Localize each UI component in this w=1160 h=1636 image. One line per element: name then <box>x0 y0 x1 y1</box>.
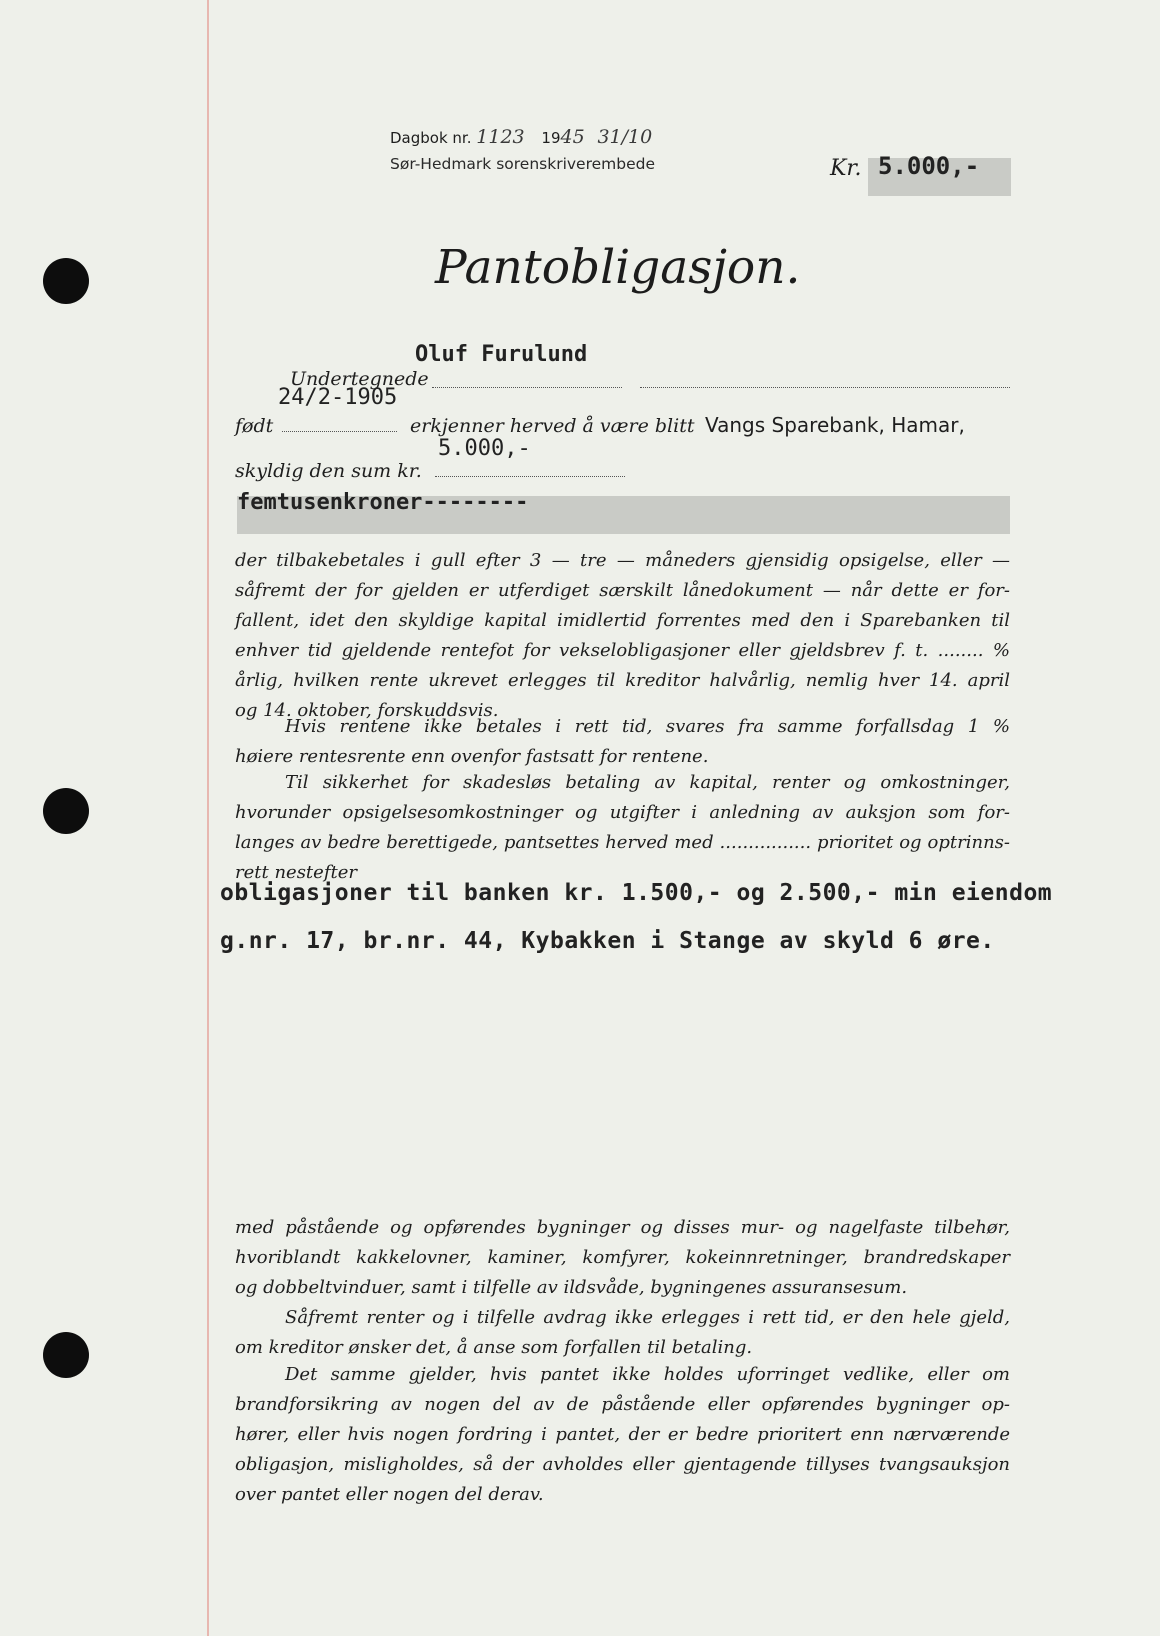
dotted-line <box>640 387 1010 388</box>
same-paragraph <box>235 1360 1010 1510</box>
dagbok-line <box>390 126 652 148</box>
security-line: langes av bedre berettigede, pantsettes herved med ................ prioritet og optrinns- <box>235 832 1010 853</box>
default-paragraph <box>235 1303 1010 1363</box>
same-line: over pantet eller nogen del derav. <box>235 1484 544 1505</box>
terms-line: fallent, idet den skyldige kapital imidlertid forrentes med den i Sparebanken til <box>235 610 1010 631</box>
interest-line: Hvis rentene ikke betales i rett tid, svares fra samme forfallsdag 1 % <box>285 716 1010 737</box>
interest-line: høiere rentesrente enn ovenfor fastsatt for rentene. <box>235 746 709 767</box>
buildings-line: hvoriblandt kakkelovner, kaminer, komfyrer, kokeinnretninger, brandredskaper <box>235 1247 1010 1268</box>
terms-line: såfremt der for gjelden er utferdiget særskilt lånedokument — når dette er for- <box>235 580 1010 601</box>
interest-paragraph <box>235 712 1010 772</box>
label-undertegnede: Undertegnede <box>290 368 429 390</box>
same-line: Det samme gjelder, hvis pantet ikke holdes uforringet vedlike, eller om <box>285 1364 1010 1385</box>
label-fodt: født <box>235 415 274 437</box>
margin-rule <box>207 0 209 1636</box>
punch-hole <box>43 1332 89 1378</box>
acknowledge-text: erkjenner herved å være blitt <box>410 415 695 437</box>
document-title: Pantobligasjon. <box>435 240 801 295</box>
dotted-line <box>435 476 625 477</box>
creditor-name: Vangs Sparebank, Hamar, <box>705 413 965 437</box>
dotted-line <box>282 431 397 432</box>
terms-line: og 14. oktober, forskuddsvis. <box>235 700 499 721</box>
terms-paragraph <box>235 546 1010 726</box>
buildings-paragraph <box>235 1213 1010 1303</box>
security-line: Til sikkerhet for skadesløs betaling av kapital, renter og omkostninger, <box>285 772 1010 793</box>
date: 31/10 <box>597 126 653 148</box>
same-line: hører, eller hvis nogen fordring i pantet, der er bedre prioritert enn nærværende <box>235 1424 1010 1445</box>
security-line: rett nestefter <box>235 862 357 883</box>
year-prefix: 19 <box>541 129 561 147</box>
typed-property-line: g.nr. 17, br.nr. 44, Kybakken i Stange av skyld 6 øre. <box>220 928 995 954</box>
buildings-line: med påstående og opførendes bygninger og disses mur- og nagelfaste tilbehør, <box>235 1217 1010 1238</box>
label-skyldig: skyldig den sum kr. <box>235 460 422 482</box>
header-amount: 5.000,- <box>878 152 980 180</box>
birth-date: 24/2-1905 <box>278 385 398 410</box>
typed-property-line: obligasjoner til banken kr. 1.500,- og 2.500,- min eiendom <box>220 880 1053 906</box>
kr-label: Kr. <box>830 156 862 181</box>
punch-hole <box>43 258 89 304</box>
terms-line: der tilbakebetales i gull efter 3 — tre — måneders gjensidig opsigelse, eller — <box>235 550 1010 571</box>
same-line: obligasjon, misligholdes, så der avholdes eller gjentagende tillyses tvangsauksjon <box>235 1454 1010 1475</box>
default-line: om kreditor ønsker det, å anse som forfallen til betaling. <box>235 1337 753 1358</box>
default-line: Såfremt renter og i tilfelle avdrag ikke erlegges i rett tid, er den hele gjeld, <box>285 1307 1010 1328</box>
same-line: brandforsikring av nogen del av de påstående eller opførendes bygninger op- <box>235 1394 1010 1415</box>
year-suffix: 45 <box>560 126 585 148</box>
security-paragraph <box>235 768 1010 888</box>
terms-line: enhver tid gjeldende rentefot for vekselobligasjoner eller gjeldsbrev f. t. ........ % <box>235 640 1010 661</box>
buildings-line: og dobbeltvinduer, samt i tilfelle av ildsvåde, bygningenes assuransesum. <box>235 1277 908 1298</box>
punch-hole <box>43 788 89 834</box>
debtor-name: Oluf Furulund <box>415 342 588 367</box>
dagbok-number: 1123 <box>476 126 525 148</box>
dagbok-label: Dagbok nr. <box>390 129 472 147</box>
security-line: hvorunder opsigelsesomkostninger og utgifter i anledning av auksjon som for- <box>235 802 1010 823</box>
terms-line: årlig, hvilken rente ukrevet erlegges til kreditor halvårlig, nemlig hver 14. april <box>235 670 1010 691</box>
sum-amount: 5.000,- <box>438 436 531 461</box>
dotted-line <box>432 387 622 388</box>
office-stamp: Sør-Hedmark sorenskriverembede <box>390 155 656 173</box>
sum-words: femtusenkroner-------- <box>237 490 529 515</box>
